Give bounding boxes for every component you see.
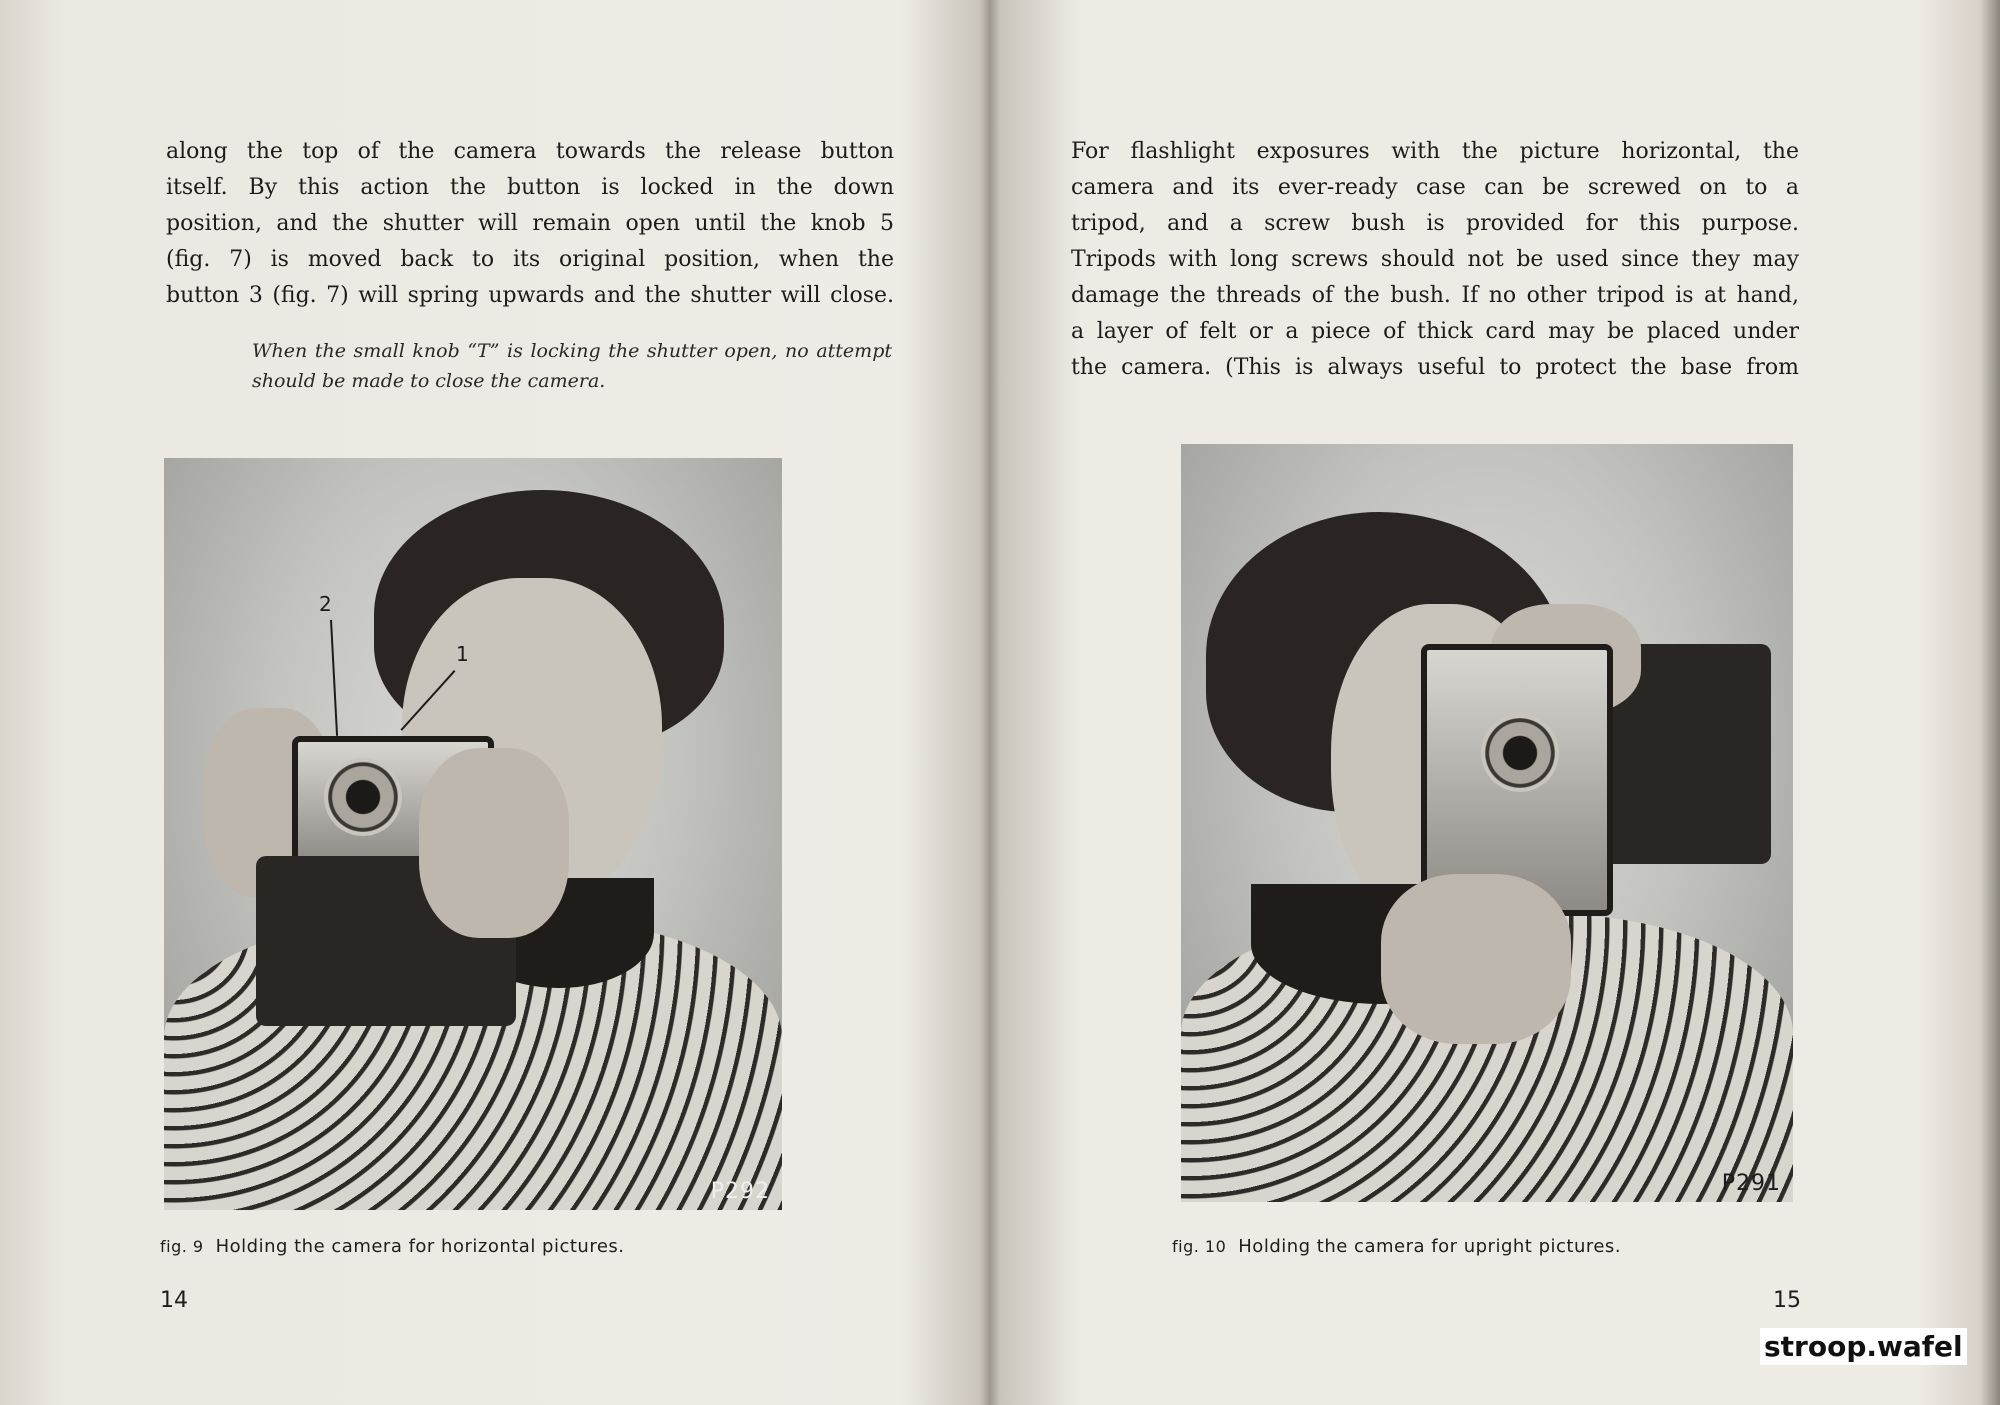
text-line: camera and its ever-ready case can be screwed on to a (1071, 175, 1799, 200)
italic-note: When the small knob “T” is locking the shutter open, no attempt should be made to close the camera. (252, 340, 892, 392)
figure-10-photo (1181, 444, 1793, 1202)
text-line: tripod, and a screw bush is provided for this purpose. (1071, 211, 1799, 236)
text-line: damage the threads of the bush. If no other tripod is at hand, (1071, 283, 1799, 308)
left-body-text (166, 134, 894, 314)
right-hand (419, 748, 569, 938)
camera-lens (324, 758, 402, 836)
watermark: stroop.wafel (1760, 1328, 1967, 1365)
figure-9-caption (160, 1236, 625, 1257)
plate-number: P292 (710, 1179, 770, 1204)
callout-1: 1 (456, 642, 469, 666)
callout-2: 2 (319, 592, 332, 616)
text-line: position, and the shutter will remain open until the knob 5 (166, 211, 894, 236)
text-line: a layer of felt or a piece of thick card may be placed under (1071, 319, 1799, 344)
text-line: For flashlight exposures with the picture horizontal, the (1071, 139, 1799, 164)
figure-label: fig. 10 (1172, 1237, 1227, 1256)
text-line: along the top of the camera towards the release button (166, 139, 894, 164)
bottom-hand (1381, 874, 1571, 1044)
camera-lens (1481, 714, 1559, 792)
figure-10-caption (1172, 1236, 1621, 1257)
text-line: (fig. 7) is moved back to its original position, when the (166, 247, 894, 272)
text-line: Tripods with long screws should not be used since they may (1071, 247, 1799, 272)
right-page (995, 0, 2000, 1405)
left-page (0, 0, 985, 1405)
plate-number: P291 (1721, 1171, 1781, 1196)
text-line: itself. By this action the button is locked in the down (166, 175, 894, 200)
leader-line-2 (330, 620, 338, 736)
page-number: 15 (1773, 1288, 1801, 1313)
figure-9-photo (164, 458, 782, 1210)
text-line: button 3 (fig. 7) will spring upwards and the shutter will close. (166, 283, 894, 308)
caption-text: Holding the camera for upright pictures. (1238, 1236, 1622, 1257)
figure-label: fig. 9 (160, 1237, 204, 1256)
caption-text: Holding the camera for horizontal pictures. (215, 1236, 625, 1257)
text-line: the camera. (This is always useful to protect the base from (1071, 355, 1799, 380)
page-number: 14 (160, 1288, 188, 1313)
right-body-text (1071, 134, 1799, 386)
